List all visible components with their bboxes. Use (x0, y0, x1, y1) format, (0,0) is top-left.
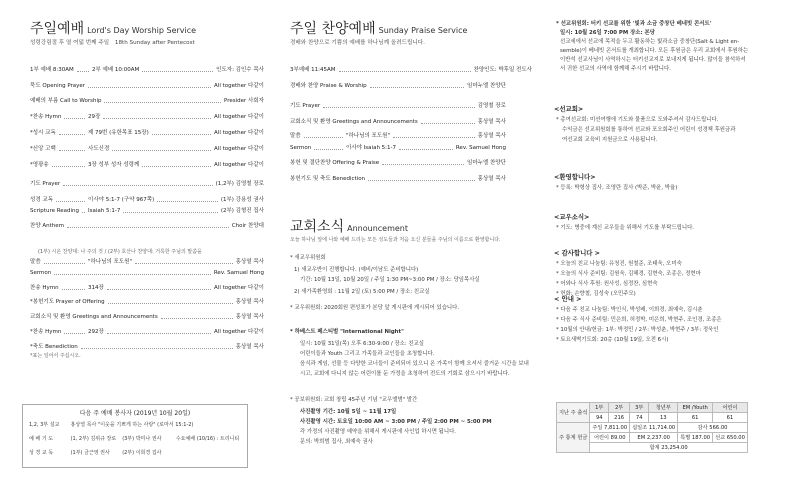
stand-note: *표는 일어서 주십시오. (30, 353, 81, 359)
worship-title-ko: 주일예배 (30, 21, 85, 37)
dot-leader (64, 333, 85, 334)
volunteer-role: 1,2, 3부 설교 (29, 422, 60, 428)
order-row (30, 313, 264, 322)
announcement-line: * 새교우위원회 (290, 255, 326, 261)
order-detail: 제 79번 (유한목표 15장) (88, 130, 149, 136)
anthem-note: (1부) 시온 찬양대: 나 주의 것 / (2부) 호산나 찬양대: 거룩한 주님의 말씀을 (38, 249, 202, 255)
section-heading: < 감사합니다 > (554, 249, 601, 257)
offering-value: 특별 187.00 (678, 433, 713, 443)
news-column (536, 0, 800, 486)
order-person: All together 다같이 (214, 83, 264, 89)
dot-leader (62, 289, 85, 290)
dot-leader (304, 137, 343, 138)
dot-leader (421, 123, 475, 124)
praise-time-row (290, 66, 532, 75)
order-row (30, 82, 264, 91)
order-item: 성경 교독 (30, 197, 54, 203)
order-row (30, 269, 264, 278)
dot-leader (323, 107, 475, 108)
dot-leader (108, 303, 233, 304)
section-line: * 어와나 식사 후원: 원사성, 심정찬, 심현숙 (556, 281, 658, 287)
dot-leader (152, 134, 211, 135)
service-leader: 인도자: 김인수 목사 (216, 67, 264, 73)
dot-leader (54, 274, 211, 275)
dot-leader (64, 118, 85, 119)
order-detail: 사도신경 (88, 146, 110, 152)
section-heading: <환영합니다> (554, 173, 596, 181)
order-person: 홍상열 목사 (477, 119, 506, 125)
announcement-line: 음식과 게임, 선물 등 다양한 코너들이 준비되어 있으니 온 가족이 함께 오셔서 즐거운 시간을 보내 (300, 361, 529, 367)
order-item: 봉헌 및 결단찬양 Offering & Praise (290, 160, 380, 166)
statistics-table (556, 402, 748, 453)
attendance-value: 74 (630, 413, 649, 423)
order-row (30, 222, 264, 231)
volunteer-role: 성 경 교 독 (29, 450, 54, 456)
offering-value: 주일 7,811.00 (590, 423, 630, 433)
worship-title (30, 18, 196, 38)
dot-leader (112, 150, 211, 151)
announcement-line: 사진촬영 기간: 10월 5일 ~ 11월 17일 (300, 409, 397, 415)
first-service-time: 1부 예배 8:30AM (30, 67, 74, 73)
order-detail: 29장 (88, 114, 101, 120)
order-item: Scripture Reading (30, 208, 80, 214)
dot-leader (107, 333, 211, 334)
volunteers-title: 다음 주 예배 봉사자 (2019년 10월 20일) (79, 410, 191, 417)
section-line: 여선교회 교육비 지원금으로 사용됩니다. (562, 137, 658, 143)
section-line: * 총여선교회: 미션여행에 기도와 물품으로 도와주셔서 감사드립니다. (556, 117, 719, 123)
dot-leader (82, 212, 85, 213)
order-row (30, 113, 264, 122)
order-person: 홍상열 목사 (235, 299, 264, 305)
order-item: *영광송 (30, 162, 49, 168)
order-item: 경배와 찬양 Praise & Worship (290, 83, 367, 89)
order-item: 기도 Prayer (290, 103, 321, 109)
section-line: * 등록: 박형상 집사, 조영란 집사 (박준, 박윤, 박율) (556, 185, 678, 191)
dot-leader (135, 263, 233, 264)
dot-leader (81, 348, 233, 349)
dot-leader (161, 318, 233, 319)
order-row (290, 118, 506, 127)
order-row (290, 132, 506, 141)
praise-title (290, 18, 467, 38)
attendance-value: 13 (649, 413, 678, 423)
order-item: 교회소식 및 환영 Greetings and Announcements (290, 119, 418, 125)
volunteer-names: 홍상열 목사 "이웃을 기쁘게 하는 사랑" (로마서 15:1-2) (70, 422, 194, 428)
dot-leader (56, 201, 85, 202)
announcement-line: 사진촬영 시간: 토요일 10:00 AM ~ 3:00 PM / 주일 2:00 PM ~ 5:00 PM (300, 419, 492, 425)
order-person: (1부) 강용성 권사 (220, 197, 264, 203)
attendance-header: 어린이 (713, 403, 748, 413)
mission-line: * 선교위원회: 터키 선교를 위한 '빛과 소금 중창단 베네빗 콘서트' (556, 21, 712, 27)
section-line: * 오늘의 식사 준비팀: 김원욱, 김혜경, 김현숙, 조종은, 정현마 (556, 271, 701, 277)
attendance-value: 94 (590, 413, 609, 423)
volunteers-box (22, 404, 248, 468)
dot-leader (370, 87, 464, 88)
order-person: 홍상열 목사 (235, 344, 264, 350)
section-line: * 다음 주 친교 나눔팀: 박인식, 박성배, 이희경, 최예숙, 김시춘 (556, 307, 703, 313)
order-item: *축도 Benediction (30, 344, 78, 350)
order-item: 예배의 부름 Call to Worship (30, 98, 102, 104)
worship-subtitle-ko: 성령강림절 후 열 여덟 번째 주일 (30, 40, 110, 46)
section-line: * 다음 주 식사 준비팀: 민은희, 허정박, 미은희, 박현주, 조인경, 조종은 (556, 317, 722, 323)
volunteer-row (29, 435, 239, 442)
service-times (30, 66, 264, 75)
worship-subtitle (30, 38, 195, 46)
second-service-time: 2부 예배 10:00AM (92, 67, 140, 73)
dot-leader (399, 149, 453, 150)
order-row (30, 145, 264, 154)
order-person: All together 다같이 (214, 130, 264, 136)
order-person: 홍상열 목사 (235, 314, 264, 320)
order-person: 홍상열 목사 (235, 259, 264, 265)
offering-total: 합계 23,254.00 (590, 443, 748, 453)
dot-leader (314, 149, 343, 150)
announcement-line: * 공보위원회: 교회 창립 45주년 기념 "교우앨범" 발간 (290, 397, 418, 403)
volunteer-role: 예 배 기 도 (29, 436, 54, 442)
dot-leader (368, 180, 475, 181)
announcement-line: 각 가정의 사진촬영 예약을 위해서 게시판에 사인업 하시면 됩니다. (300, 429, 457, 435)
order-person: All together 다같이 (214, 329, 264, 335)
order-item: Sermon (290, 145, 312, 151)
announcement-title-ko: 교회소식 (290, 219, 345, 235)
order-detail: 이사야 Isaiah 5:1-7 (346, 145, 397, 151)
order-item: 묵도 Opening Prayer (30, 83, 86, 89)
dot-leader (142, 166, 211, 167)
order-person: 임마누엘 찬양단 (467, 83, 506, 89)
order-row (30, 258, 264, 267)
attendance-header: 2부 (609, 403, 630, 413)
attendance-header: 1부 (590, 403, 609, 413)
dot-leader (107, 289, 211, 290)
section-heading: <교우소식> (554, 213, 590, 221)
order-item: 기도 Prayer (30, 181, 61, 187)
dot-leader (157, 201, 218, 202)
dot-leader (142, 71, 213, 72)
order-item: 말씀 (30, 259, 41, 265)
order-item: *봉헌기도 Prayer of Offering (30, 299, 105, 305)
dot-leader (88, 87, 211, 88)
attendance-value: 216 (609, 413, 630, 423)
order-row (290, 175, 506, 184)
dot-leader (77, 71, 89, 72)
order-item: *신앙 고백 (30, 146, 56, 152)
order-person: 김영철 장로 (477, 103, 506, 109)
order-person: Rev. Samuel Hong (213, 270, 264, 276)
order-detail: 314장 (88, 285, 104, 291)
volunteer-names: (3부) 박미나 권사 (122, 436, 162, 442)
order-person: All together 다같이 (214, 285, 264, 291)
order-person: All together 다같이 (214, 114, 264, 120)
order-item: 찬양 Anthem (30, 223, 65, 229)
order-person: All together 다같이 (214, 162, 264, 168)
order-row (30, 207, 264, 216)
dot-leader (393, 137, 475, 138)
volunteer-names: (2부) 이희경 집사 (122, 450, 162, 456)
dot-leader (339, 71, 471, 72)
order-row (30, 328, 264, 337)
dot-leader (63, 185, 213, 186)
dot-leader (382, 164, 464, 165)
section-line: * 오늘의 친교 나눔팀: 유청진, 원철준, 조태욱, 오미숙 (556, 261, 682, 267)
announcement-title-en: Announcement (347, 224, 408, 233)
order-detail: "하나님의 포도원" (346, 133, 390, 139)
worship-subtitle-en: 18th Sunday after Pentecost (114, 40, 195, 46)
dot-leader (123, 212, 218, 213)
order-person: Rev. Samuel Hong (455, 145, 506, 151)
order-row (30, 180, 264, 189)
attendance-header: 청년부 (649, 403, 678, 413)
section-line: * 기도: 병중에 계신 교우들을 위해서 기도를 부탁드립니다. (556, 225, 694, 231)
mission-line: 이반석 선교사님이 사역하시는 터키선교지로 보내지게 됩니다. 많이들 참석하셔 (560, 57, 746, 63)
order-item: *성시 교독 (30, 130, 56, 136)
order-detail: Isaiah 5:1-7 (88, 208, 121, 214)
attendance-header: EM /Youth (678, 403, 713, 413)
order-person: 홍상열 목사 (477, 133, 506, 139)
order-detail: "하나님의 포도원" (88, 259, 132, 265)
order-person: Choir 찬양대 (231, 223, 264, 229)
order-row (30, 284, 264, 293)
order-detail: 3장 성부 성자 성령께 (88, 162, 140, 168)
announcement-line: 기간: 10월 13일, 10월 20일 / 주일 1:30 PM~3:00 PM / 장소: 당임목사실 (300, 277, 480, 283)
order-item: 찬송 Hymn (30, 285, 59, 291)
attendance-value: 61 (678, 413, 713, 423)
praise-leader: 찬양인도: 박후일 전도사 (473, 67, 532, 73)
order-row (290, 82, 506, 91)
attendance-value: 61 (713, 413, 748, 423)
dot-leader (52, 166, 85, 167)
order-person: (1,2부) 김영철 장로 (215, 181, 264, 187)
dot-leader (104, 102, 221, 103)
order-person: 임마누엘 찬양단 (467, 160, 506, 166)
offering-value: EM 2,237.00 (630, 433, 678, 443)
order-row (30, 129, 264, 138)
order-row (30, 196, 264, 205)
volunteer-row (29, 421, 193, 428)
dot-leader (103, 118, 211, 119)
section-heading: <선교회> (554, 105, 584, 113)
announcement-line: 일시: 10월 31일(목) 오후 6:30-9:00 / 장소: 친교실 (300, 341, 425, 347)
order-item: 봉헌기도 및 축도 Benediction (290, 176, 366, 182)
order-person: (2부) 김형진 집사 (220, 208, 264, 214)
attendance-header: 3부 (630, 403, 649, 413)
volunteer-row (29, 449, 161, 456)
order-detail: 292장 (88, 329, 104, 335)
dot-leader (59, 150, 85, 151)
section-line: * 토요새벽기도회: 20층 (10월 19일, 오전 6시) (556, 337, 669, 343)
section-line: * 헌화: 손향철, 김성숙 (오민주모) (556, 291, 636, 297)
praise-subtitle: 경배와 찬양으로 기쁨의 예배를 하나님께 올려드립니다. (290, 40, 425, 46)
announcement-line: 어린이들과 Youth 그리고 가족들과 교인들을 초청합니다. (300, 351, 435, 357)
dot-leader (67, 227, 229, 228)
announcement-intro: 오늘 하나님 앞에 나와 예배 드리는 모든 성도들과 처음 오신 분들을 주님의 이름으로 환영합니다. (290, 237, 501, 243)
praise-title-ko: 주일 찬양예배 (290, 21, 376, 37)
volunteer-names: 수요예배 (10/16) : 트리니티 (175, 436, 240, 442)
dot-leader (59, 134, 85, 135)
announcement-title (290, 216, 408, 236)
worship-title-en: Lord's Day Worship Service (87, 26, 197, 35)
announcement-line: 1) 새교우반이 진행합니다. (예비/이남도 준비합니다) (294, 267, 419, 273)
announcement-line: 시고, 교회에 다니지 않는 어린이를 둔 가정을 초청하여 전도의 기회로 삼으시기 바랍니다. (300, 371, 510, 377)
order-person: Presider 사회자 (224, 98, 264, 104)
volunteer-names: (1부) 금근영 권사 (70, 450, 110, 456)
praise-title-en: Sunday Praise Service (378, 26, 468, 35)
order-person: 홍상열 목사 (477, 176, 506, 182)
announcement-line: 문의: 박희범 집사, 최예숙 권사 (300, 439, 373, 445)
attendance-label: 지난 주 출석 (557, 403, 590, 423)
section-line: 수익금은 선교위원회를 통하여 선교와 포오회주인 어린이 성경책 후원금과 (562, 127, 736, 133)
section-line: * 10월의 안내/헌금: 1부: 박정민 / 2부: 박성춘, 박현주 / 3부: 정욱인 (556, 327, 719, 333)
order-item: *찬송 Hymn (30, 329, 62, 335)
praise-column (268, 0, 536, 486)
order-item: 말씀 (290, 133, 301, 139)
section-heading: < 안내 > (554, 295, 582, 303)
order-item: 교회소식 및 환영 Greetings and Announcements (30, 314, 158, 320)
order-row (30, 161, 264, 170)
order-row (30, 298, 264, 307)
offering-value: 십일조 11,714.00 (630, 423, 678, 433)
order-row (290, 102, 506, 111)
offering-label: 주 통계 헌금 (557, 423, 590, 453)
order-detail: 이사야 5:1-7 (구약 967쪽) (88, 197, 155, 203)
mission-line: semble)이 베네빗 콘서트를 개최합니다. 모든 후원금은 우리 교회에서 후원하는 (560, 48, 749, 54)
volunteer-names: (1, 2부) 김위규 장로 (70, 436, 117, 442)
announcement-line: * 하베스트 페스티벌 "International Night" (290, 329, 404, 335)
order-row (30, 97, 264, 106)
mission-line: 서 귀한 선교의 사역에 함께해 주시기 바랍니다. (560, 66, 671, 72)
order-row (290, 159, 506, 168)
order-item: *찬송 Hymn (30, 114, 62, 120)
offering-value: 어린이 89.00 (590, 433, 630, 443)
praise-time: 3부예배 11:45AM (290, 67, 336, 73)
offering-value: 감사 566.00 (678, 423, 748, 433)
offering-value: 선교 650.00 (713, 433, 748, 443)
mission-line: 선교세에서 선교에 목적을 두고 활동하는 빛과소금 중창단(Salt & Light en- (560, 39, 740, 45)
order-row (30, 343, 264, 352)
mission-line: 일시: 10월 26일 7:00 PM 장소: 본당 (560, 30, 655, 36)
order-row (290, 144, 506, 153)
dot-leader (44, 263, 85, 264)
announcement-line: 2) 새가족환영회 : 11월 2일 (토) 5:00 PM / 장소: 친교실 (294, 289, 430, 295)
announcement-line: * 교우위원회: 2020회원 편성표가 본당 앞 게시판에 게시되어 있습니다. (290, 305, 460, 311)
order-item: Sermon (30, 270, 52, 276)
worship-column (0, 0, 268, 486)
order-person: All together 다같이 (214, 146, 264, 152)
